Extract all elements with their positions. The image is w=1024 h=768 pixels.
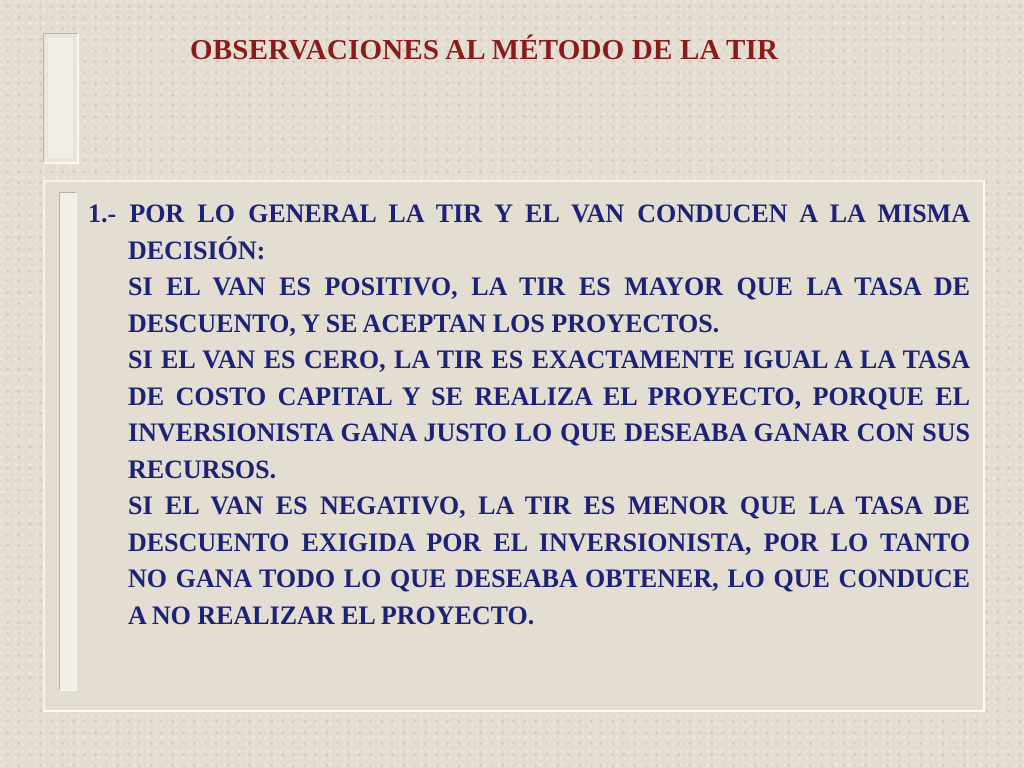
content-body [88, 196, 970, 634]
slide-title: OBSERVACIONES AL MÉTODO DE LA TIR [190, 34, 779, 66]
panel-accent-bar [59, 192, 77, 691]
title-accent-bar [43, 33, 79, 164]
point-main: 1.- POR LO GENERAL LA TIR Y EL VAN CONDUCEN A LA MISMA DECISIÓN: [88, 199, 970, 265]
point-van-negative: SI EL VAN ES NEGATIVO, LA TIR ES MENOR QUE LA TASA DE DESCUENTO EXIGIDA POR EL INVERSIONISTA, POR LO TANTO NO GANA TODO LO QUE DESEABA OBTENER, LO QUE CONDUCE A NO REALIZAR EL PROYECTO. [128, 491, 970, 630]
point-van-zero: SI EL VAN ES CERO, LA TIR ES EXACTAMENTE IGUAL A LA TASA DE COSTO CAPITAL Y SE REALIZA EL PROYECTO, PORQUE EL INVERSIONISTA GANA JUSTO LO QUE DESEABA GANAR CON SUS RECURSOS. [128, 345, 970, 484]
point-van-positive: SI EL VAN ES POSITIVO, LA TIR ES MAYOR QUE LA TASA DE DESCUENTO, Y SE ACEPTAN LOS PROYECTOS. [128, 272, 970, 338]
